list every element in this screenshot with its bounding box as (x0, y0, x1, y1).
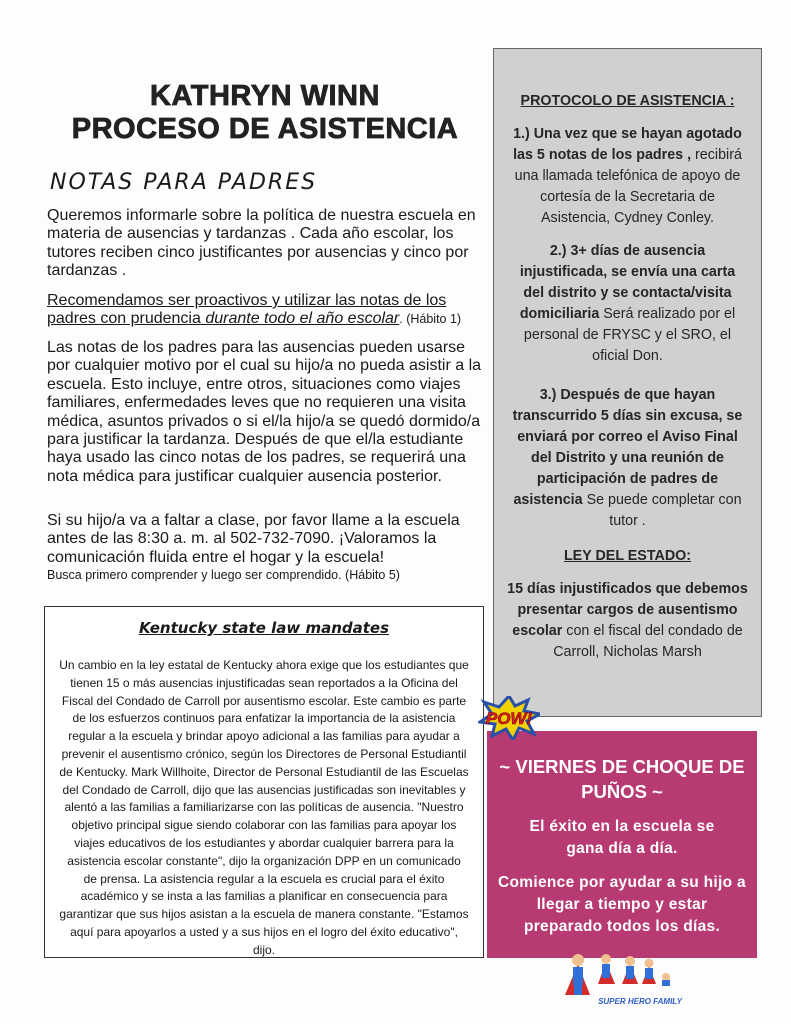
page-title (40, 80, 490, 146)
law-heading: LEY DEL ESTADO: (563, 548, 692, 564)
fist-bump-heading: ~ VIERNES DE CHOQUE DE PUÑOS ~ (499, 756, 745, 802)
fist-bump-line-2: Comience por ayudar a su hijo a llegar a tiempo y estar preparado todos los días. (498, 874, 746, 935)
item-2-rest: Será realizado por el personal de FRYSC y el SRO, el oficial Don. (523, 306, 736, 364)
protocol-item-3 (494, 379, 761, 532)
hero-girl-icon (642, 959, 656, 985)
item-2-bold: 2.) 3+ días de ausencia injustificada, se envía una carta del distrito y se contacta/visita domiciliaria (519, 243, 736, 322)
habit-1: . (Hábito 1) (399, 312, 462, 327)
pow-burst-icon (478, 696, 540, 740)
hero-boy-icon (622, 956, 638, 984)
item-3-rest: Se puede completar con tutor . (582, 492, 742, 529)
law-bold: 15 días injustificados que debemos presentar cargos de ausentismo escolar (507, 581, 748, 639)
protocol-item-1 (494, 124, 761, 229)
item-1-bold: 1.) Una vez que se hayan agotado las 5 notas de los padres , (513, 126, 742, 163)
item-1-rest: recibirá una llamada telefónica de apoyo de cortesía de la Secretaria de Asistencia, Cydney Conley. (514, 147, 742, 226)
kentucky-heading: Kentucky state law mandates (138, 619, 390, 637)
law-text (494, 579, 761, 663)
pow-text: POW! (485, 709, 533, 728)
hero-mom-icon (598, 954, 615, 984)
call-paragraph: Si su hijo/a va a faltar a clase, por favor llame a la escuela antes de las 8:30 a. m. al 502-732-7090. ¡Valoramos la comunicación fluida entre el hogar y la escuela! (47, 512, 460, 566)
recommendation-text: Recomendamos ser proactivos y utilizar las notas de los padres con prudencia (47, 292, 447, 328)
protocol-item-2 (494, 241, 761, 367)
title-line-2: PROCESO DE ASISTENCIA (71, 113, 459, 145)
title-line-1: KATHRYN WINN (150, 80, 380, 112)
kentucky-law-box (44, 606, 484, 958)
recommendation-paragraph (47, 292, 482, 329)
intro-paragraph: Queremos informarle sobre la política de nuestra escuela en materia de ausencias y tardanzas . Cada año escolar, los tutores reciben cinco justificantes por ausencias y cinco por tardanzas . (47, 207, 476, 280)
hero-baby-icon (662, 973, 670, 986)
recommendation-emphasis: durante todo el año escolar (205, 310, 400, 328)
super-hero-family-logo (560, 950, 690, 1012)
protocol-heading: PROTOCOLO DE ASISTENCIA : (520, 93, 735, 109)
fist-bump-box (487, 731, 757, 958)
hero-dad-icon (565, 954, 590, 995)
fist-bump-line-1: El éxito en la escuela se gana día a día. (529, 818, 715, 857)
item-3-bold: 3.) Después de que hayan transcurrido 5 días sin excusa, se enviará por correo el Aviso Final del Distrito y una reunión de participación de padres de asistencia (512, 387, 743, 508)
habit-5: Busca primero comprender y luego ser comprendido. (Hábito 5) (47, 568, 400, 582)
kentucky-body: Un cambio en la ley estatal de Kentucky ahora exige que los estudiantes que tienen 15 o más ausencias injustificadas sean reportados a la Oficina del Fiscal del Condado de Carroll por ausentismo escolar. Este cambio es parte de los esfuerzos continuos para enfatizar la importancia de la asistencia regular a la escuela y brindar apoyo adicional a las familias para ayudar a prevenir el ausentismo crónico, según los Directores de Personal Estudiantil de Kentucky. Mark Willhoite, Director de Personal Estudiantil de las Escuelas del Condado de Carroll, dijo que las ausencias justificadas son inevitables y alentó a las familias a familiarizarse con las políticas de ausencia. "Nuestro objetivo principal sigue siendo colaborar con las familias para apoyar los viajes educativos de los estudiantes y abordar cualquier barrera para la asistencia escolar constante", dijo la organización DPP en un comunicado de prensa. La asistencia regular a la escuela es crucial para el éxito académico y se insta a las familias a planificar en consecuencia para garantizar que sus hijos asistan a la escuela de manera constante. "Estamos aquí para apoyarlos a usted y a sus hijos en el logro del éxito educativo", dijo. (59, 658, 469, 957)
protocol-box (493, 48, 762, 717)
law-rest: con el fiscal del condado de Carroll, Nicholas Marsh (553, 623, 743, 660)
subtitle: NOTAS PARA PADRES (50, 170, 318, 195)
logo-text: SUPER HERO FAMILY (598, 997, 682, 1006)
notes-paragraph: Las notas de los padres para las ausencias pueden usarse por cualquier motivo por el cual su hijo/a no pueda asistir a la escuela. Esto incluye, entre otros, situaciones como viajes familiares, enfermedades leves que no requieren una visita médica, asuntos privados o si el/la hijo/a se quedó dormido/a para justificar la tardanza. Después de que el/la estudiante haya usado las cinco notas de los padres, se requerirá una nota médica para justificar cualquier ausencia posterior. (47, 339, 482, 485)
